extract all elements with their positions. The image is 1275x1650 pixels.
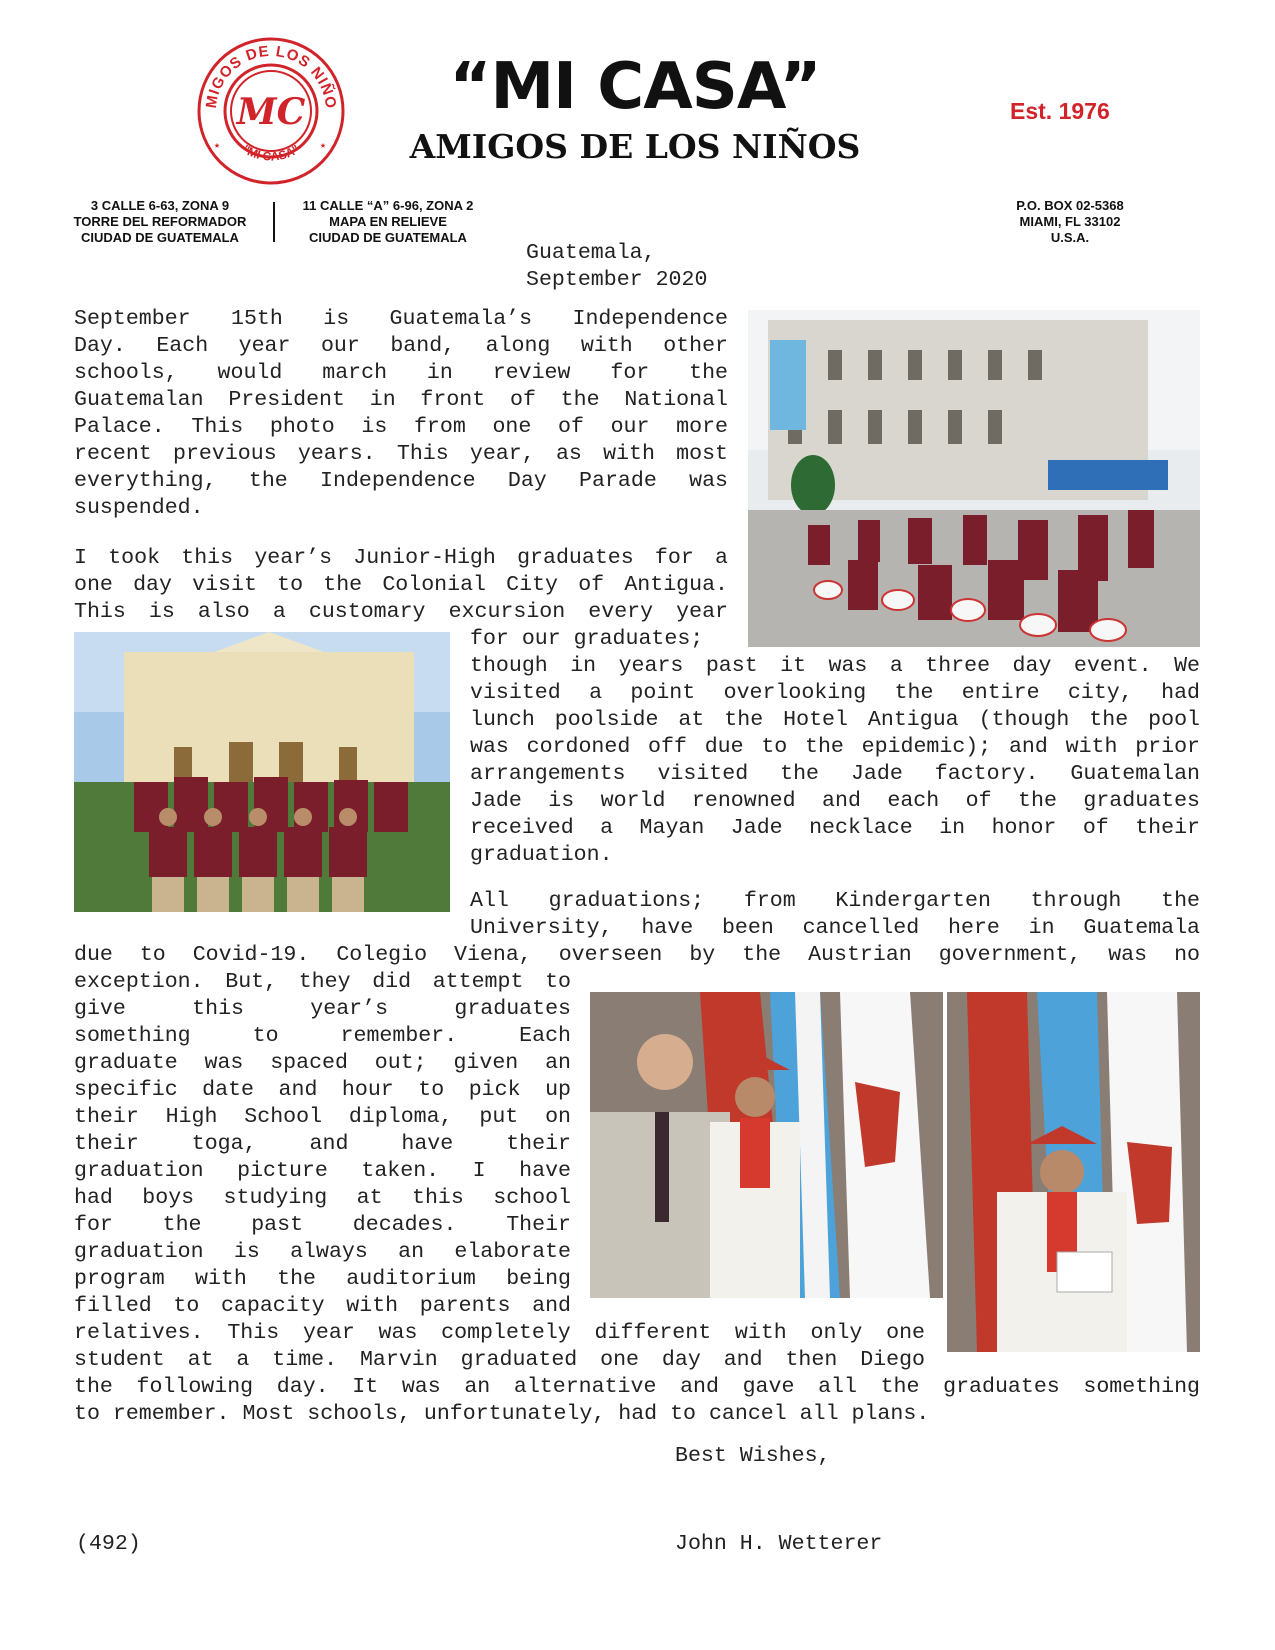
page-number: (492) [76, 1532, 141, 1556]
parade-photo [748, 310, 1200, 647]
paragraph-antigua-intro: I took this year’s Junior-High graduates for a one day visit to the Colonial City of Antigua. This is also a customary excursion every year [74, 546, 728, 624]
svg-text:★: ★ [320, 141, 327, 152]
address-zona-9: 3 CALLE 6-63, ZONA 9 TORRE DEL REFORMADOR CIUDAD DE GUATEMALA [73, 198, 247, 245]
paragraph-graduations-d: relatives. This year was completely different with only one student at a time. Marvin graduated one day and then Diego [74, 1321, 925, 1372]
antigua-graduates-photo [74, 632, 450, 912]
established-year: Est. 1976 [1010, 98, 1110, 124]
svg-text:"MI CASA" [240, 142, 302, 164]
seal-text-top: MIGOS DE LOS NIÑO [202, 42, 340, 111]
letter-date: Guatemala, September 2020 [526, 241, 708, 292]
seal-text-bottom: "MI CASA" [240, 141, 302, 164]
logo-seal [196, 36, 346, 186]
paragraph-antigua-continued: for our graduates; though in years past it was a three day event. We visited a point overlooking the entire city, had lunch poolside at the Hotel Antigua (though the pool was cordoned off due to the epidemic); and with prior arrangements visited the Jade factory. Guatemalan Jade is world renowned and each of the graduates received a Mayan Jade necklace in honor of their graduation. [470, 627, 1200, 867]
paragraph-graduations-c: exception. But, they did attempt to give this year’s graduates something to remember. Each graduate was spaced out; given an specific date and hour to pick up their High School diploma, put on their toga, and have their graduation picture taken. I have had boys studying at this school for the past decades. Their graduation is always an elaborate program with the auditorium being filled to capacity with parents and [74, 970, 571, 1318]
paragraph-graduations-a: All graduations; from Kindergarten through the University, have been cancelled here in Guatemala [470, 889, 1200, 940]
address-miami: P.O. BOX 02-5368 MIAMI, FL 33102 U.S.A. [1016, 198, 1124, 245]
masthead-subtitle: AMIGOS DE LOS NIÑOS [409, 127, 861, 166]
closing-greeting: Best Wishes, [675, 1444, 831, 1468]
paragraph-independence-day: September 15th is Guatemala’s Independence Day. Each year our band, along with other schools, would march in review for the Guatemalan President in front of the National Palace. This photo is from one of our more recent previous years. This year, as with most everything, the Independence Day Parade was suspended. [74, 307, 728, 520]
paragraph-graduations-e: the following day. It was an alternative and gave all the graduates something to remember. Most schools, unfortunately, had to cancel all plans. [74, 1375, 1200, 1426]
svg-text:★: ★ [214, 141, 221, 152]
address-zona-2: 11 CALLE “A” 6-96, ZONA 2 MAPA EN RELIEVE CIUDAD DE GUATEMALA [302, 198, 474, 245]
graduate-with-director-photo [590, 992, 943, 1298]
paragraph-graduations-b: due to Covid-19. Colegio Viena, overseen by the Austrian government, was no [74, 943, 1200, 967]
seal-monogram: MC [236, 91, 306, 133]
graduate-with-diploma-photo [947, 992, 1200, 1352]
masthead-title: “MI CASA” [449, 50, 821, 124]
signature-name: John H. Wetterer [675, 1532, 883, 1556]
address-divider [273, 202, 275, 242]
